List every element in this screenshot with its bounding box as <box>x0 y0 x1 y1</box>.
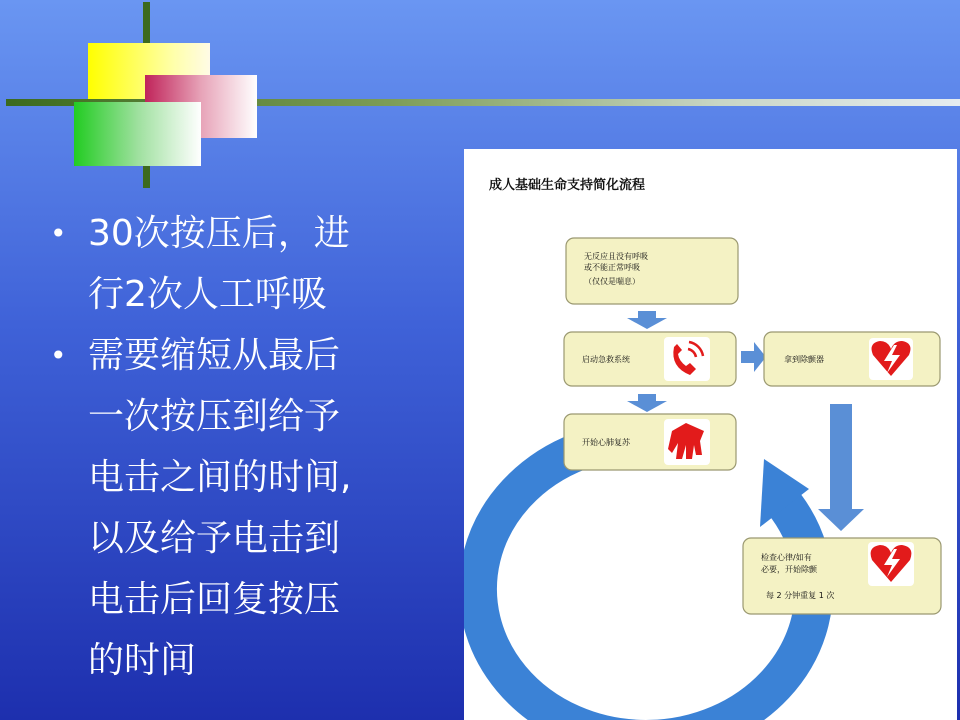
bullet-marker: • <box>50 339 67 372</box>
heart-defibrillator-icon <box>868 542 914 586</box>
box-note: 每 2 分钟重复 1 次 <box>766 591 835 600</box>
right-arrow <box>741 342 766 372</box>
box-text: 无反应且没有呼吸 <box>584 252 648 261</box>
bullet-line: 需要缩短从最后 <box>88 335 341 376</box>
down-arrow <box>627 311 667 329</box>
decor-green-square <box>74 102 201 166</box>
bullet-list <box>50 203 410 691</box>
down-arrow-long <box>818 404 864 531</box>
bullet-line: 以及给予电击到 <box>88 518 341 559</box>
bullet-line: 的时间 <box>88 640 197 681</box>
heart-defibrillator-icon <box>869 338 913 380</box>
box-text: 拿到除颤器 <box>784 355 824 364</box>
bullet-line: 30次按压后，进 <box>88 213 350 254</box>
box-text: 必要，开始除颤 <box>761 565 817 574</box>
flowchart-panel <box>464 149 957 720</box>
ring-text-left: 用力按压 <box>504 570 586 636</box>
hands-cpr-icon <box>664 419 710 465</box>
down-arrow <box>627 394 667 412</box>
box-text: 启动急救系统 <box>582 355 630 364</box>
bullet-line: 一次按压到给予 <box>88 396 341 437</box>
phone-icon <box>664 337 710 381</box>
box-text: 检查心律/如有 <box>761 553 812 562</box>
ring-label <box>505 570 748 654</box>
bullet-line: 电击后回复按压 <box>88 579 341 620</box>
box-text: （仅仅是喘息） <box>584 277 640 286</box>
bullet-line: 电击之间的时间, <box>88 457 352 498</box>
flowchart-title: 成人基础生命支持简化流程 <box>489 178 646 193</box>
bullet-line: 行2次人工呼吸 <box>88 274 327 315</box>
ring-text-sep: • <box>611 623 630 650</box>
bullet-item <box>50 203 410 325</box>
ring-text-right: 快速按压 <box>662 620 748 655</box>
box-text: 或不能正常呼吸 <box>584 263 640 272</box>
bullet-marker: • <box>50 217 67 250</box>
bullet-item <box>50 325 410 691</box>
flowchart-diagram <box>464 149 957 720</box>
box-text: 开始心肺复苏 <box>582 438 630 447</box>
